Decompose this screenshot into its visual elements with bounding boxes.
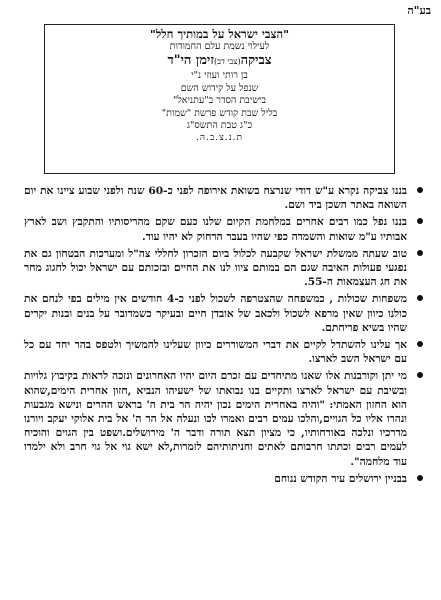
paragraph-text: טוב שעתה ממשלת ישראל שקבעה לכלול ביום הזכרון לחללי צה"ל ומערכות הבטחון גם את נפגעי פעולות האיבה שגם הם במותם ציוו לנו את החיים ובזכותם עם ישראל יכול לחגוג מחר את חג העצמאות ה-55. (24, 247, 407, 289)
bullet-icon (417, 250, 423, 256)
bullet-icon (417, 218, 423, 224)
bullet-icon (417, 475, 423, 481)
bullet-icon (417, 187, 423, 193)
memorial-box (44, 24, 395, 174)
paragraph-text: בבניין ירושלים עיר הקודש ננוחם (274, 472, 407, 485)
paragraph-text: משפחות שכולות , כמשפחה שהצטרפה לשכול לפני כ-4 חודשים אין מילים בפי לנחם את כולנו כיוון שאין מרפא לשכול ולכאב של אובדן חיים ובעיקר כשמדובר על בנים ובנות יקרים שהיו בשיא פריחתם. (24, 293, 407, 334)
memorial-name (45, 53, 394, 70)
bullet-icon (417, 295, 423, 301)
list-item (24, 292, 427, 335)
memorial-verse: "הצבי ישראל על במותיך חלל" (149, 27, 290, 41)
bullet-icon (417, 341, 423, 347)
bullet-icon (417, 372, 423, 378)
memorial-surname: זימן הי"ד (167, 53, 214, 69)
page-header: בע"ה (407, 4, 431, 17)
paragraph-text: אך עלינו להשתדל לקיים את דברי המשוררים כיוון שעלינו להמשיך ולטפס בהר יחד עם כל עם ישראל השב לארצו. (24, 339, 407, 366)
paragraph-text: בננו צביקה נקרא ע"ש דודי שנרצח בשואת אירופה לפני כ-60 שנה ולפני שבוע ציינו את יום השואה באתר השכן ביד ושם. (24, 185, 407, 212)
memorial-date: כ"ג טבת התשס"ג (186, 120, 253, 132)
memorial-sanctification: שנפל על קידוש השם (180, 82, 259, 94)
memorial-full-name: (צבי דב) (213, 57, 241, 67)
paragraph-text: בננו נפל כמו רבים אחרים במלחמת הקיום שלנו כעם שקם מהריסותיו והתקבץ ושב לארץ אבותיו ע"מ שואות והשמדה כפי שהיו בעבר הרחוק לא יהיו עוד. (24, 216, 407, 243)
list-item (24, 184, 427, 212)
list-item (24, 338, 427, 366)
list-item (24, 369, 427, 468)
memorial-dedication: לעילוי נשמת עלם החמודות (169, 41, 270, 52)
memorial-location: בישיבת הסדר ב"עתניאל" (172, 95, 266, 107)
memorial-tnzba: ת.נ.צ.ב.ה. (196, 133, 243, 144)
memorial-first-name: צביקה (240, 53, 272, 69)
list-item (24, 472, 427, 486)
paragraph-text: מי יתן וקורבנות אלו שאנו מתיחדים עם זכרם היום יהיו האחרונים ונזכה לראות בקיבוץ גלויות ובשיבת עם ישראל לארצו ותקיים בנו נבואתו של ישעיהו הנביא ,חזון אחרית הימים,שהוא הוא החזון האמתי: "והיה באחרית הימים נכון יהיה הר בית ה' בראש ההרים ונישא מגבעות ונהרו אליו כל הגויים,והלכו עמים רבים ואמרו לכו ונעלה אל הר ה' אל בית אלוקי יעקב ויורנו מדרכיו ונלכה באורחותיו, כי מציון תצא תורה ודבר ה' מירושלים.ושפט בין הגוים והוכיח לעמים רבים וכתתו חרבותם לאתים וחניתותיהם לזמרות,לא ישא גוי אל גוי חרב ולא ילמדו עוד מלחמה". (24, 370, 407, 468)
list-item (24, 247, 427, 290)
memorial-parasha: בליל שבת קודש פרשת "שמות" (161, 107, 278, 119)
speech-body (24, 184, 427, 489)
memorial-parents: בן רותי ועוזי נ"י (191, 70, 248, 82)
list-item (24, 215, 427, 243)
